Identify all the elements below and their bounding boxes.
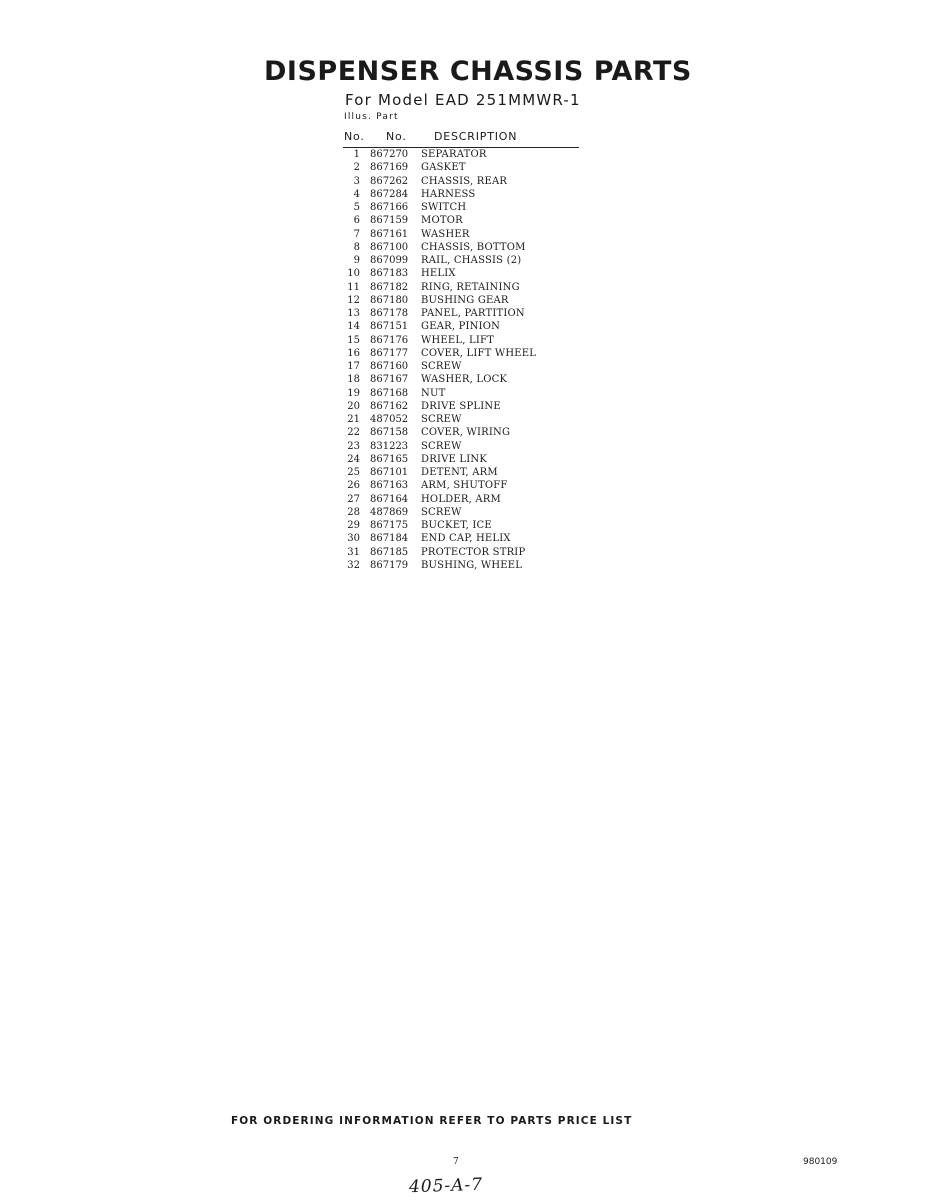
description-cell: BUSHING GEAR (421, 294, 509, 306)
table-row (344, 281, 579, 294)
illus-no-cell: 32 (347, 559, 360, 571)
illus-no-cell: 24 (347, 453, 360, 465)
part-no-cell: 867164 (370, 493, 409, 505)
table-row (344, 214, 579, 227)
model-subtitle: For Model EAD 251MMWR-1 (345, 91, 581, 109)
table-row (344, 479, 579, 492)
part-no-cell: 867161 (370, 228, 409, 240)
table-row (344, 506, 579, 519)
illus-no-cell: 13 (347, 308, 360, 319)
table-row (344, 347, 579, 360)
description-cell: SWITCH (421, 202, 467, 213)
description-cell: GASKET (421, 162, 466, 174)
illus-no-cell: 18 (347, 374, 360, 386)
illus-no-cell: 26 (347, 480, 360, 492)
part-no-cell: 867284 (370, 188, 409, 200)
part-no-cell: 867160 (370, 361, 409, 372)
illus-no-cell: 4 (353, 188, 360, 200)
part-no-cell: 867163 (370, 480, 409, 492)
description-cell: BUSHING, WHEEL (421, 559, 523, 571)
table-row (344, 559, 579, 572)
table-row (344, 413, 579, 426)
column-header-illus-no: No. (344, 130, 365, 143)
description-cell: NUT (421, 387, 446, 399)
table-row (344, 228, 579, 241)
column-header-description: DESCRIPTION (434, 130, 518, 143)
description-cell: SEPARATOR (421, 149, 487, 160)
illus-no-cell: 29 (347, 520, 360, 531)
table-row (344, 307, 579, 320)
part-no-cell: 867166 (370, 202, 409, 213)
part-no-cell: 867270 (370, 149, 409, 160)
table-row (344, 387, 579, 400)
description-cell: CHASSIS, REAR (421, 175, 508, 187)
table-row (344, 440, 579, 453)
description-cell: PROTECTOR STRIP (421, 546, 526, 558)
description-cell: RING, RETAINING (421, 281, 520, 293)
illus-no-cell: 30 (347, 533, 360, 545)
illus-no-cell: 23 (347, 440, 360, 452)
part-no-cell: 867183 (370, 268, 409, 280)
illus-no-cell: 1 (353, 149, 360, 160)
table-row (344, 201, 579, 214)
description-cell: HELIX (421, 268, 456, 280)
illus-no-cell: 10 (347, 268, 360, 280)
part-no-cell: 867178 (370, 308, 409, 319)
table-row (344, 175, 579, 188)
part-no-cell: 487869 (370, 506, 409, 518)
illus-no-cell: 6 (353, 215, 360, 227)
table-row (344, 532, 579, 545)
illus-no-cell: 2 (353, 162, 360, 174)
illus-no-cell: 19 (347, 387, 360, 399)
part-no-cell: 867175 (370, 520, 409, 531)
part-no-cell: 867185 (370, 546, 409, 558)
table-row (344, 254, 579, 267)
part-no-cell: 867158 (370, 427, 409, 439)
description-cell: PANEL, PARTITION (421, 308, 525, 319)
document-code: 980109 (803, 1157, 838, 1167)
table-row (344, 148, 579, 161)
description-cell: MOTOR (421, 215, 463, 227)
table-row (344, 241, 579, 254)
illus-no-cell: 22 (347, 427, 360, 439)
illus-no-cell: 31 (347, 546, 360, 558)
table-row (344, 466, 579, 479)
part-no-cell: 867179 (370, 559, 409, 571)
description-cell: SCREW (421, 361, 462, 372)
description-cell: DRIVE LINK (421, 453, 488, 465)
table-row (344, 400, 579, 413)
description-cell: WHEEL, LIFT (421, 334, 494, 346)
table-row (344, 320, 579, 333)
description-cell: WASHER, LOCK (421, 374, 508, 386)
column-header-illus-part: Illus. Part (344, 112, 399, 122)
parts-table (344, 148, 579, 572)
part-no-cell: 867180 (370, 294, 409, 306)
part-no-cell: 867184 (370, 533, 409, 545)
description-cell: WASHER (421, 228, 470, 240)
table-row (344, 360, 579, 373)
illus-no-cell: 17 (347, 361, 360, 372)
description-cell: COVER, WIRING (421, 427, 511, 439)
table-row (344, 267, 579, 280)
page-number: 7 (453, 1157, 459, 1167)
table-row (344, 334, 579, 347)
description-cell: RAIL, CHASSIS (2) (421, 255, 522, 266)
table-row (344, 161, 579, 174)
description-cell: COVER, LIFT WHEEL (421, 347, 537, 359)
description-cell: BUCKET, ICE (421, 520, 492, 531)
part-no-cell: 867167 (370, 374, 409, 386)
illus-no-cell: 15 (347, 334, 360, 346)
table-row (344, 188, 579, 201)
part-no-cell: 867165 (370, 453, 409, 465)
illus-no-cell: 5 (353, 202, 360, 213)
part-no-cell: 867176 (370, 334, 409, 346)
part-no-cell: 867169 (370, 162, 409, 174)
description-cell: CHASSIS, BOTTOM (421, 241, 526, 253)
illus-no-cell: 14 (347, 321, 360, 333)
description-cell: HOLDER, ARM (421, 493, 501, 505)
part-no-cell: 867262 (370, 175, 409, 187)
illus-no-cell: 20 (347, 400, 360, 412)
column-header-part-no: No. (386, 130, 407, 143)
illus-no-cell: 25 (347, 467, 360, 478)
handwritten-note: 405-A-7 (408, 1174, 484, 1198)
illus-no-cell: 9 (353, 255, 360, 266)
part-no-cell: 867100 (370, 241, 409, 253)
illus-no-cell: 12 (347, 294, 360, 306)
description-cell: SCREW (421, 506, 462, 518)
illus-no-cell: 11 (347, 281, 360, 293)
part-no-cell: 867101 (370, 467, 409, 478)
illus-no-cell: 21 (347, 414, 360, 425)
part-no-cell: 867182 (370, 281, 409, 293)
table-row (344, 519, 579, 532)
part-no-cell: 487052 (370, 414, 409, 425)
table-row (344, 294, 579, 307)
description-cell: END CAP, HELIX (421, 533, 511, 545)
part-no-cell: 867099 (370, 255, 409, 266)
part-no-cell: 867177 (370, 347, 409, 359)
description-cell: HARNESS (421, 188, 476, 200)
description-cell: DRIVE SPLINE (421, 400, 501, 412)
description-cell: SCREW (421, 414, 462, 425)
illus-no-cell: 27 (347, 493, 360, 505)
page-title: DISPENSER CHASSIS PARTS (264, 56, 692, 87)
illus-no-cell: 3 (353, 175, 360, 187)
part-no-cell: 867151 (370, 321, 409, 333)
illus-no-cell: 7 (353, 228, 360, 240)
table-row (344, 453, 579, 466)
ordering-note: FOR ORDERING INFORMATION REFER TO PARTS PRICE LIST (231, 1115, 633, 1127)
description-cell: ARM, SHUTOFF (421, 480, 508, 492)
description-cell: SCREW (421, 440, 462, 452)
description-cell: GEAR, PINION (421, 321, 501, 333)
table-row (344, 493, 579, 506)
table-row (344, 426, 579, 439)
part-no-cell: 831223 (370, 440, 409, 452)
part-no-cell: 867168 (370, 387, 409, 399)
part-no-cell: 867162 (370, 400, 409, 412)
illus-no-cell: 8 (353, 241, 360, 253)
illus-no-cell: 28 (347, 506, 360, 518)
description-cell: DETENT, ARM (421, 467, 498, 478)
table-row (344, 373, 579, 386)
illus-no-cell: 16 (347, 347, 360, 359)
table-row (344, 546, 579, 559)
part-no-cell: 867159 (370, 215, 409, 227)
